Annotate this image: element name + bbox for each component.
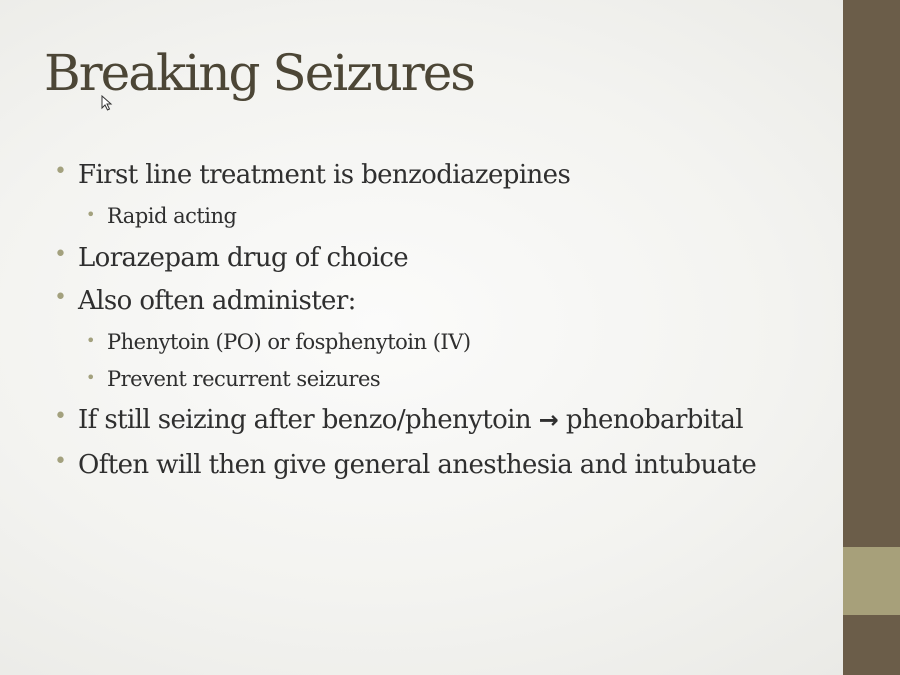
bullet-icon: •: [54, 159, 67, 184]
bullet-text: Often will then give general anesthesia and intubuate: [78, 450, 757, 480]
bullet-item: [54, 404, 744, 435]
bullet-item: [54, 159, 571, 190]
bullet-item: [54, 449, 757, 480]
bullet-text: phenobarbital: [565, 405, 744, 435]
bullet-text: Lorazepam drug of choice: [78, 243, 409, 273]
sub-bullet-item: [86, 367, 381, 391]
bullet-icon: •: [54, 285, 67, 310]
sub-bullet-item: [86, 204, 237, 228]
right-arrow-icon: →: [538, 406, 559, 434]
bullet-text: Also often administer:: [78, 286, 356, 316]
bullet-text: Rapid acting: [107, 204, 237, 228]
slide-title: Breaking Seizures: [44, 44, 474, 102]
side-decoration-block: [843, 547, 900, 615]
sub-bullet-item: [86, 330, 471, 354]
mouse-pointer-icon: [101, 95, 113, 111]
bullet-icon: •: [86, 205, 95, 224]
bullet-text: First line treatment is benzodiazepines: [78, 160, 571, 190]
bullet-icon: •: [86, 368, 95, 387]
bullet-item: [54, 285, 356, 316]
bullet-icon: •: [54, 404, 67, 429]
bullet-item: [54, 242, 409, 273]
bullet-text: Prevent recurrent seizures: [107, 367, 381, 391]
bullet-icon: •: [54, 242, 67, 267]
bullet-icon: •: [86, 331, 95, 350]
bullet-text: Phenytoin (PO) or fosphenytoin (IV): [107, 330, 471, 354]
bullet-text: If still seizing after benzo/phenytoin: [78, 405, 531, 435]
bullet-icon: •: [54, 449, 67, 474]
